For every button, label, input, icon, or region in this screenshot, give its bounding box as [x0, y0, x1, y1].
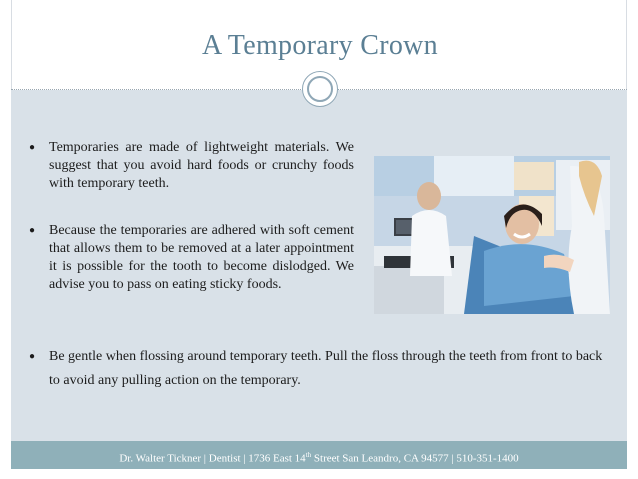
slide-footer	[11, 441, 627, 469]
bullet-text: Temporaries are made of lightweight materials. We suggest that you avoid hard foods or crunchy foods with temporary teeth.	[49, 140, 354, 191]
bullet-dot-icon: ●	[29, 142, 36, 153]
bullet-text: Be gentle when flossing around temporary teeth. Pull the floss through the teeth from front to back to avoid any pulling action on the temporary.	[49, 349, 603, 388]
bullet-text: Because the temporaries are adhered with soft cement that allows them to be removed at a later appointment it is possible for the tooth to become dislodged. We advise you to pass on eating sticky foods.	[49, 223, 354, 292]
footer-superscript: th	[305, 451, 312, 459]
bullet-dot-icon: ●	[29, 351, 36, 362]
slide-title: A Temporary Crown	[202, 30, 438, 61]
dental-office-photo	[374, 156, 610, 314]
footer-text-start: Dr. Walter Tickner | Dentist | 1736 East 14	[119, 452, 306, 465]
slide	[11, 0, 627, 469]
circle-ornament-icon	[302, 71, 338, 107]
footer-text-end: Street San Leandro, CA 94577 | 510-351-1400	[311, 452, 519, 465]
bullet-dot-icon: ●	[29, 225, 36, 236]
